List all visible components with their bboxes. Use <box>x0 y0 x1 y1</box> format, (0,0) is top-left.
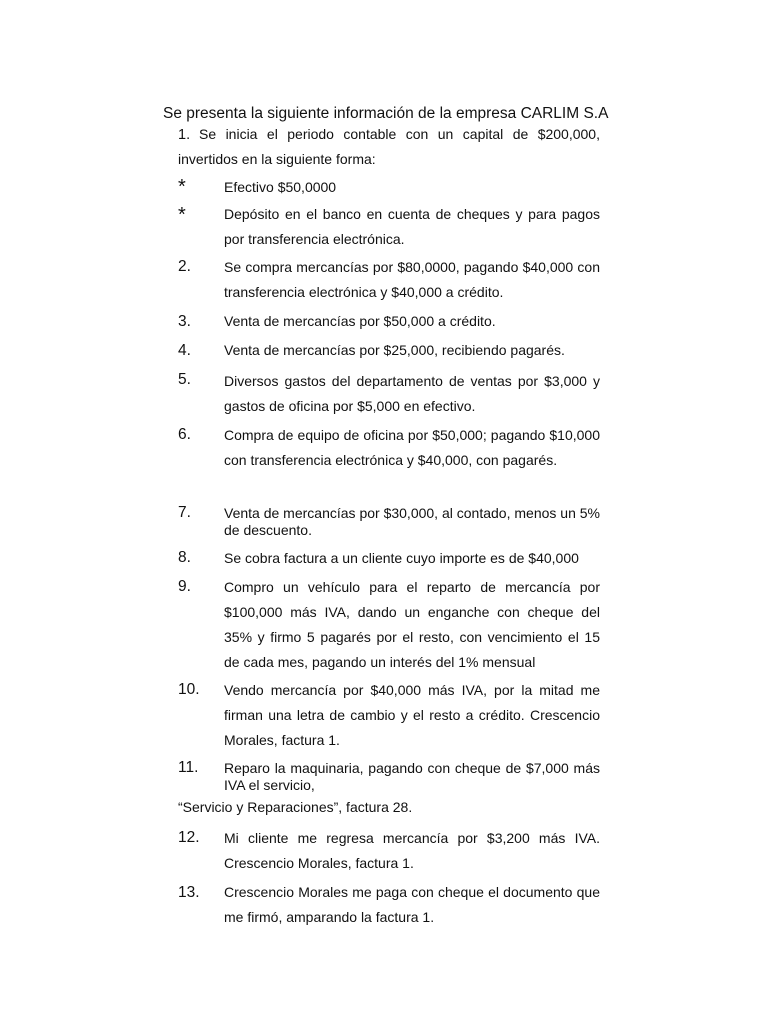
document-title: Se presenta la siguiente información de la empresa CARLIM S.A <box>163 105 609 122</box>
item-text: Se cobra factura a un cliente cuyo importe es de $40,000 <box>224 550 579 566</box>
bullet-text: Depósito en el banco en cuenta de cheques y para pagos por transferencia electrónica. <box>224 206 600 247</box>
item-continuation-text: “Servicio y Reparaciones”, factura 28. <box>178 799 413 815</box>
item-number: 5. <box>178 371 191 388</box>
item-text: Venta de mercancías por $30,000, al contado, menos un 5% de descuento. <box>224 505 600 538</box>
item-text: Crescencio Morales me paga con cheque el documento que me firmó, amparando la factura 1. <box>224 884 600 925</box>
item-text: Reparo la maquinaria, pagando con cheque de $7,000 más IVA el servicio, <box>224 760 600 793</box>
item-number: 8. <box>178 549 191 566</box>
item-text: Compro un vehículo para el reparto de mercancía por $100,000 más IVA, dando un enganche con cheque del 35% y firmo 5 pagarés por el resto, con vencimiento el 15 de cada mes, pagando un interés del 1% mensual <box>224 579 600 670</box>
item-number: 10. <box>178 681 200 698</box>
item-number: 2. <box>178 258 191 275</box>
item-number: 4. <box>178 342 191 359</box>
item-number: 9. <box>178 578 191 595</box>
item-number: 3. <box>178 313 191 330</box>
item-number: 11. <box>178 759 199 776</box>
item-number: 13. <box>178 884 200 901</box>
item-text: Vendo mercancía por $40,000 más IVA, por la mitad me firman una letra de cambio y el resto a crédito. Crescencio Morales, factura 1. <box>224 682 600 748</box>
item-text: Venta de mercancías por $50,000 a crédito. <box>224 313 496 329</box>
item-text: Se compra mercancías por $80,0000, pagando $40,000 con transferencia electrónica y $40,000 a crédito. <box>224 259 600 300</box>
item-number: 1. <box>178 127 191 143</box>
bullet-marker: * <box>178 204 186 226</box>
item-text: Venta de mercancías por $25,000, recibiendo pagarés. <box>224 342 565 358</box>
item-number: 12. <box>178 829 200 846</box>
bullet-text: Efectivo $50,0000 <box>224 179 337 195</box>
item-number: 7. <box>178 504 191 521</box>
item-text: Compra de equipo de oficina por $50,000; pagando $10,000 con transferencia electrónica y $40,000, con pagarés. <box>224 427 600 468</box>
item-text: Mi cliente me regresa mercancía por $3,200 más IVA. Crescencio Morales, factura 1. <box>224 830 600 871</box>
item-text: Se inicia el periodo contable con un capital de $200,000, invertidos en la siguiente forma: <box>178 126 600 167</box>
item-number: 6. <box>178 426 191 443</box>
bullet-marker: * <box>178 176 186 198</box>
item-text: Diversos gastos del departamento de ventas por $3,000 y gastos de oficina por $5,000 en efectivo. <box>224 373 600 414</box>
